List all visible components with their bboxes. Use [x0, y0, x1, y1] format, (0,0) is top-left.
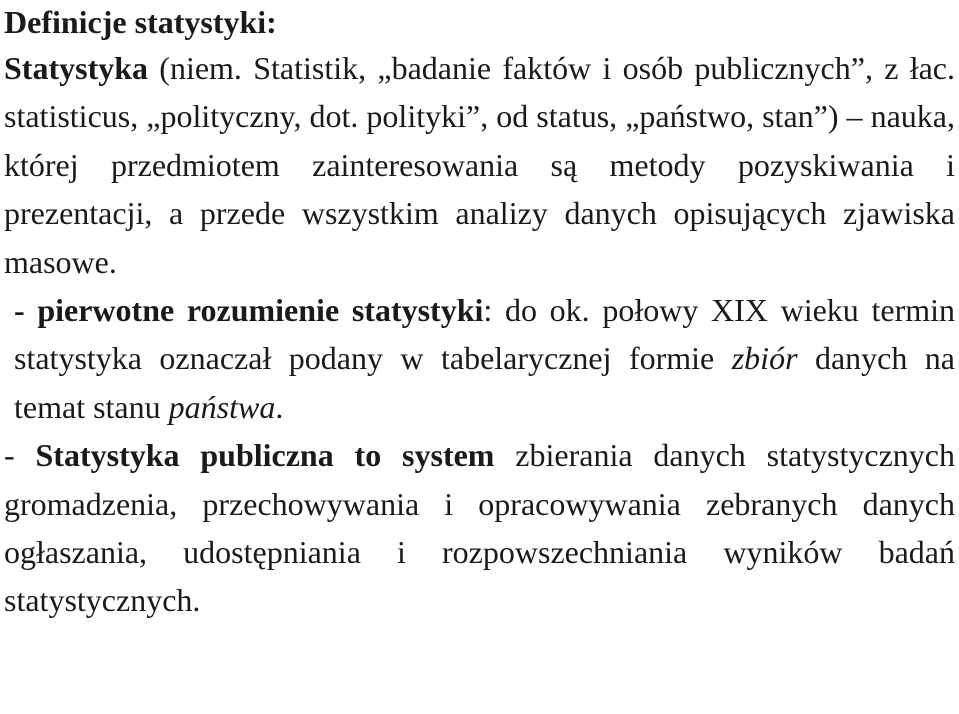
original-meaning-text-2: danych na temat stanu — [14, 340, 956, 425]
original-meaning-text-3: . — [275, 388, 284, 425]
public-statistics-paragraph — [4, 431, 955, 625]
definition-text: (niem. Statistik, „badanie faktów i osób publicznych”, z łac. statisticus, „polityczny, dot. polityki”, od status, „państwo, stan”) – nauka, której przedmiotem zainteresowania są metody pozyskiwania i prezentacji, a przede wszystkim analizy danych opisujących zjawiska masowe. — [4, 50, 955, 280]
public-statistics-text: zbierania danych statystycznych gromadzenia, przechowywania i opracowywania zebranych danych ogłaszania, udostępniania i rozpowszechniania wyników badań statystycznych. — [4, 437, 956, 619]
original-meaning-emphasis-1: zbiór — [731, 340, 798, 377]
original-meaning-paragraph — [4, 286, 955, 431]
original-meaning-label: - pierwotne rozumienie statystyki — [14, 292, 484, 329]
public-statistics-term: Statystyka publiczna to system — [35, 437, 495, 474]
definition-paragraph — [4, 44, 955, 286]
original-meaning-emphasis-2: państwa — [168, 388, 276, 425]
original-meaning-text-1: : do ok. połowy XIX wieku termin statystyka oznaczał podany w tabelarycznej formie — [14, 292, 956, 377]
definition-term: Statystyka — [4, 50, 149, 86]
slide-title: Definicje statystyki: — [4, 4, 277, 40]
public-statistics-dash: - — [4, 437, 36, 474]
